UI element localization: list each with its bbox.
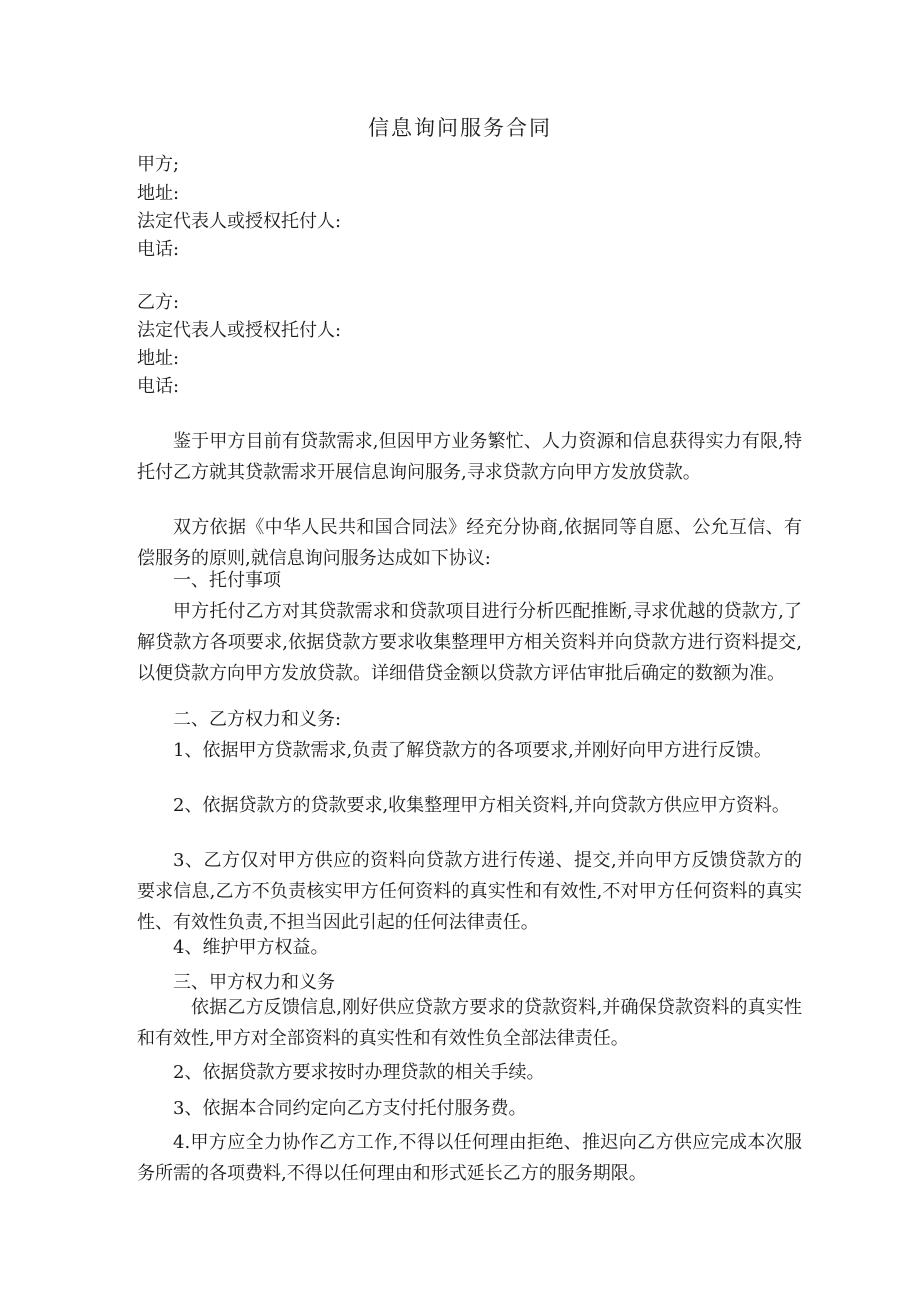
party-b-phone-label: 电话: <box>137 376 180 397</box>
section-2-item: 3、乙方仅对甲方供应的资料向贷款方进行传递、提交,并向甲方反馈贷款方的要求信息,乙方不负责核实甲方任何资料的真实性和有效性,不对甲方任何资料的真实性、有效性负责,不担当因此引起的任何法律责任。 <box>137 850 802 933</box>
preamble-agreement-paragraph: 双方依据《中华人民共和国合同法》经充分协商,依据同等自愿、公允互信、有偿服务的原则,就信息询问服务达成如下协议: <box>137 517 802 569</box>
section-3-item: 3、依据本合同约定向乙方支付托付服务费。 <box>173 1098 527 1119</box>
party-a-rep-label: 法定代表人或授权托付人: <box>137 211 342 232</box>
section-3-heading: 三、甲方权力和义务 <box>173 972 335 993</box>
party-a-name-label: 甲方; <box>137 154 180 175</box>
section-3-item: 依据乙方反馈信息,刚好供应贷款方要求的贷款资料,并确保贷款资料的真实性和有效性,甲方对全部资料的真实性和有效性负全部法律责任。 <box>137 997 802 1049</box>
section-3-item: 4.甲方应全力协作乙方工作,不得以任何理由拒绝、推迟向乙方供应完成本次服务所需的各项费料,不得以任何理由和形式延长乙方的服务期限。 <box>137 1132 802 1184</box>
section-2-item: 1、依据甲方贷款需求,负责了解贷款方的各项要求,并刚好向甲方进行反馈。 <box>173 740 772 761</box>
section-1-heading: 一、托付事项 <box>173 570 281 591</box>
party-b-rep-label: 法定代表人或授权托付人: <box>137 320 342 341</box>
section-2-heading: 二、乙方权力和义务: <box>173 709 342 730</box>
document-title: 信息询问服务合同 <box>368 116 552 140</box>
section-1-body: 甲方托付乙方对其贷款需求和贷款项目进行分析匹配推断,寻求优越的贷款方,了解贷款方各项要求,依据贷款方要求收集整理甲方相关资料并向贷款方进行资料提交,以便贷款方向甲方发放贷款。详细借贷金额以贷款方评估审批后确定的数额为准。 <box>137 601 802 684</box>
section-2-item: 2、依据贷款方的贷款要求,收集整理甲方相关资料,并向贷款方供应甲方资料。 <box>173 795 790 816</box>
section-3-item: 2、依据贷款方要求按时办理贷款的相关手续。 <box>173 1062 545 1083</box>
party-a-phone-label: 电话: <box>137 239 180 260</box>
party-b-address-label: 地址: <box>137 348 180 369</box>
party-b-name-label: 乙方: <box>137 292 180 313</box>
section-2-item: 4、维护甲方权益。 <box>173 937 329 958</box>
preamble-paragraph: 鉴于甲方目前有贷款需求,但因甲方业务繁忙、人力资源和信息获得实力有限,特托付乙方就其贷款需求开展信息询问服务,寻求贷款方向甲方发放贷款。 <box>137 431 802 483</box>
party-a-address-label: 地址: <box>137 183 180 204</box>
